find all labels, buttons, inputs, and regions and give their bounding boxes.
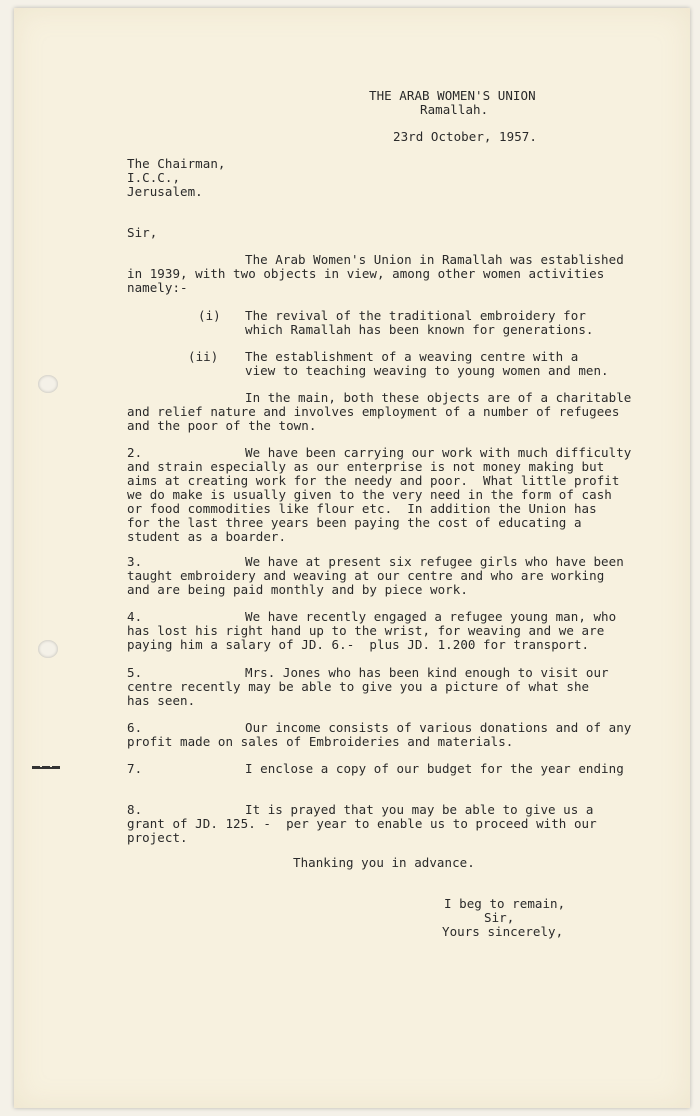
para-3-number: 3. — [127, 554, 143, 569]
punch-hole-upper — [38, 375, 58, 393]
margin-dash-mark — [32, 767, 60, 769]
para-5-number: 5. — [127, 665, 143, 680]
closing-thanks: Thanking you in advance. — [293, 855, 475, 870]
object-i-line-2: which Ramallah has been known for generations. — [245, 322, 594, 337]
para-5-line-1: Mrs. Jones who has been kind enough to visit our — [245, 665, 609, 680]
para-2-number: 2. — [127, 445, 143, 460]
letterhead-org: THE ARAB WOMEN'S UNION — [369, 88, 536, 103]
main-para-line-3: and the poor of the town. — [127, 418, 317, 433]
object-ii-number: (ii) — [188, 349, 219, 364]
intro-line-2: in 1939, with two objects in view, among other women activities — [127, 266, 605, 281]
para-8-number: 8. — [127, 802, 143, 817]
para-4-line-2: has lost his right hand up to the wrist, for weaving and we are — [127, 623, 605, 638]
recipient-line-3: Jerusalem. — [127, 184, 203, 199]
para-2-line-1: We have been carrying our work with much difficulty — [245, 445, 632, 460]
intro-line-1: The Arab Women's Union in Ramallah was established — [245, 252, 624, 267]
para-8-line-1: It is prayed that you may be able to give us a — [245, 802, 594, 817]
letterhead-city: Ramallah. — [420, 102, 489, 117]
closing-line-3: Yours sincerely, — [442, 924, 564, 939]
salutation: Sir, — [127, 225, 158, 240]
para-5-line-2: centre recently may be able to give you a picture of what she — [127, 679, 590, 694]
para-6-number: 6. — [127, 720, 143, 735]
para-6-line-2: profit made on sales of Embroideries and materials. — [127, 734, 514, 749]
para-6-line-1: Our income consists of various donations and of any — [245, 720, 632, 735]
para-4-line-1: We have recently engaged a refugee young man, who — [245, 609, 617, 624]
para-8-line-3: project. — [127, 830, 188, 845]
recipient-line-2: I.C.C., — [127, 170, 181, 185]
para-5-line-3: has seen. — [127, 693, 196, 708]
para-7-line-1: I enclose a copy of our budget for the year ending — [245, 761, 624, 776]
para-3-line-2: taught embroidery and weaving at our centre and who are working — [127, 568, 605, 583]
object-ii-line-1: The establishment of a weaving centre with a — [245, 349, 579, 364]
para-3-line-1: We have at present six refugee girls who have been — [245, 554, 624, 569]
letter-date: 23rd October, 1957. — [393, 129, 537, 144]
para-7-number: 7. — [127, 761, 143, 776]
main-para-line-1: In the main, both these objects are of a charitable — [245, 390, 632, 405]
intro-line-3: namely:- — [127, 280, 188, 295]
para-3-line-3: and are being paid monthly and by piece work. — [127, 582, 468, 597]
object-i-number: (i) — [198, 308, 221, 323]
recipient-line-1: The Chairman, — [127, 156, 226, 171]
para-2-line-5: or food commodities like flour etc. In addition the Union has — [127, 501, 597, 516]
punch-hole-lower — [38, 640, 58, 658]
para-2-line-6: for the last three years been paying the cost of educating a — [127, 515, 582, 530]
para-2-line-7: student as a boarder. — [127, 529, 287, 544]
closing-line-2: Sir, — [484, 910, 515, 925]
para-2-line-3: aims at creating work for the needy and poor. What little profit — [127, 473, 620, 488]
para-2-line-4: we do make is usually given to the very need in the form of cash — [127, 487, 612, 502]
closing-line-1: I beg to remain, — [444, 896, 566, 911]
main-para-line-2: and relief nature and involves employment of a number of refugees — [127, 404, 620, 419]
para-8-line-2: grant of JD. 125. - per year to enable us to proceed with our — [127, 816, 597, 831]
object-i-line-1: The revival of the traditional embroidery for — [245, 308, 586, 323]
para-4-number: 4. — [127, 609, 143, 624]
para-4-line-3: paying him a salary of JD. 6.- plus JD. 1.200 for transport. — [127, 637, 590, 652]
para-2-line-2: and strain especially as our enterprise is not money making but — [127, 459, 605, 474]
object-ii-line-2: view to teaching weaving to young women and men. — [245, 363, 609, 378]
